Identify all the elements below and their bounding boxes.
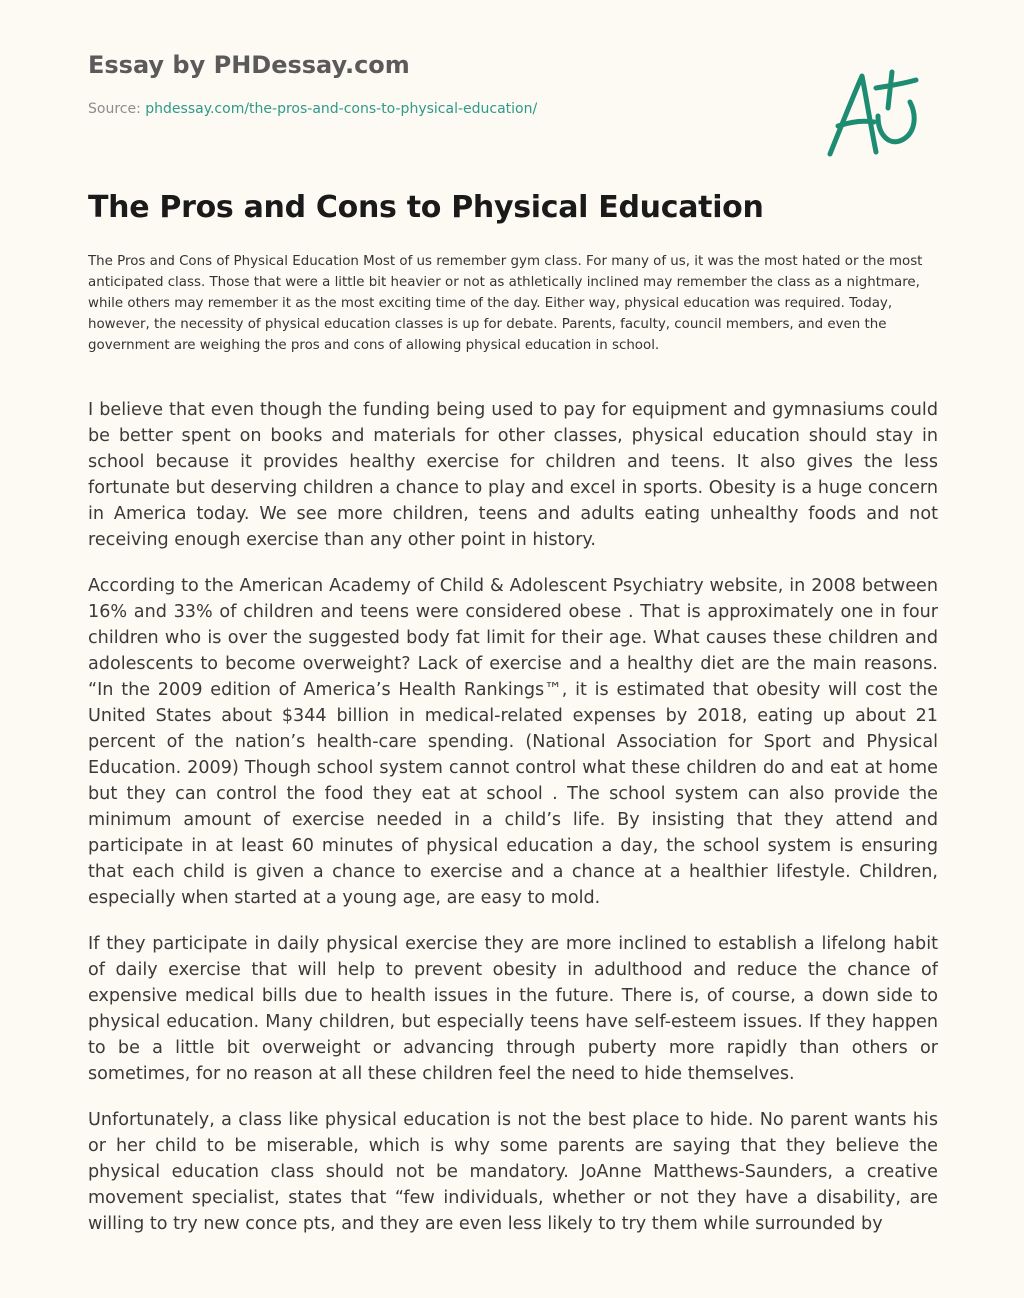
intro-paragraph: The Pros and Cons of Physical Education Most of us remember gym class. For many of us, it was the most hated or the most anticipated class. Those that were a little bit heavier or not as athletically inclined may remember the class as a nightmare, while others may remember it as the most exciting time of the day. Either way, physical education was required. Today, however, the necessity of physical education classes is up for debate. Parents, faculty, council members, and even the government are weighing the pros and cons of allowing physical education in school.	[88, 254, 923, 353]
essay-body	[88, 397, 938, 1257]
site-brand: Essay by PHDessay.com	[88, 51, 410, 79]
source-link[interactable]: phdessay.com/the-pros-and-cons-to-physical-education/	[145, 101, 538, 117]
a-plus-logo-icon	[820, 64, 930, 164]
body-paragraph-2: According to the American Academy of Child & Adolescent Psychiatry website, in 2008 between 16% and 33% of children and teens were considered obese . That is approximately one in four children who is over the suggested body fat limit for their age. What causes these children and adolescents to become overweight? Lack of exercise and a healthy diet are the main reasons. “In the 2009 edition of America’s Health Rankings™, it is estimated that obesity will cost the United States about $344 billion in medical-related expenses by 2018, eating up about 21 percent of the nation’s health-care spending. (National Association for Sport and Physical Education. 2009) Though school system cannot control what these children do and eat at home but they can control the food they eat at school . The school system can also provide the minimum amount of exercise needed in a child’s life. By insisting that they attend and participate in at least 60 minutes of physical education a day, the school system is ensuring that each child is given a chance to exercise and a chance at a healthier lifestyle. Children, especially when started at a young age, are easy to mold.	[88, 576, 938, 908]
page-title: The Pros and Cons to Physical Education	[88, 190, 764, 225]
body-paragraph-1: I believe that even though the funding being used to pay for equipment and gymnasiums could be better spent on books and materials for other classes, physical education should stay in school because it provides healthy exercise for children and teens. It also gives the less fortunate but deserving children a chance to play and excel in sports. Obesity is a huge concern in America today. We see more children, teens and adults eating unhealthy foods and not receiving enough exercise than any other point in history.	[88, 400, 938, 550]
essay-page	[88, 0, 938, 1298]
source-line	[88, 101, 537, 117]
body-paragraph-4: Unfortunately, a class like physical education is not the best place to hide. No parent wants his or her child to be miserable, which is why some parents are saying that they believe the physical education class should not be mandatory. JoAnne Matthews-Saunders, a creative movement specialist, states that “few individuals, whether or not they have a disability, are willing to try new conce pts, and they are even less likely to try them while surrounded by	[88, 1110, 938, 1234]
body-paragraph-3: If they participate in daily physical exercise they are more inclined to establish a lifelong habit of daily exercise that will help to prevent obesity in adulthood and reduce the chance of expensive medical bills due to health issues in the future. There is, of course, a down side to physical education. Many children, but especially teens have self-esteem issues. If they happen to be a little bit overweight or advancing through puberty more rapidly than others or sometimes, for no reason at all these children feel the need to hide themselves.	[88, 934, 938, 1084]
source-label: Source:	[88, 101, 146, 117]
